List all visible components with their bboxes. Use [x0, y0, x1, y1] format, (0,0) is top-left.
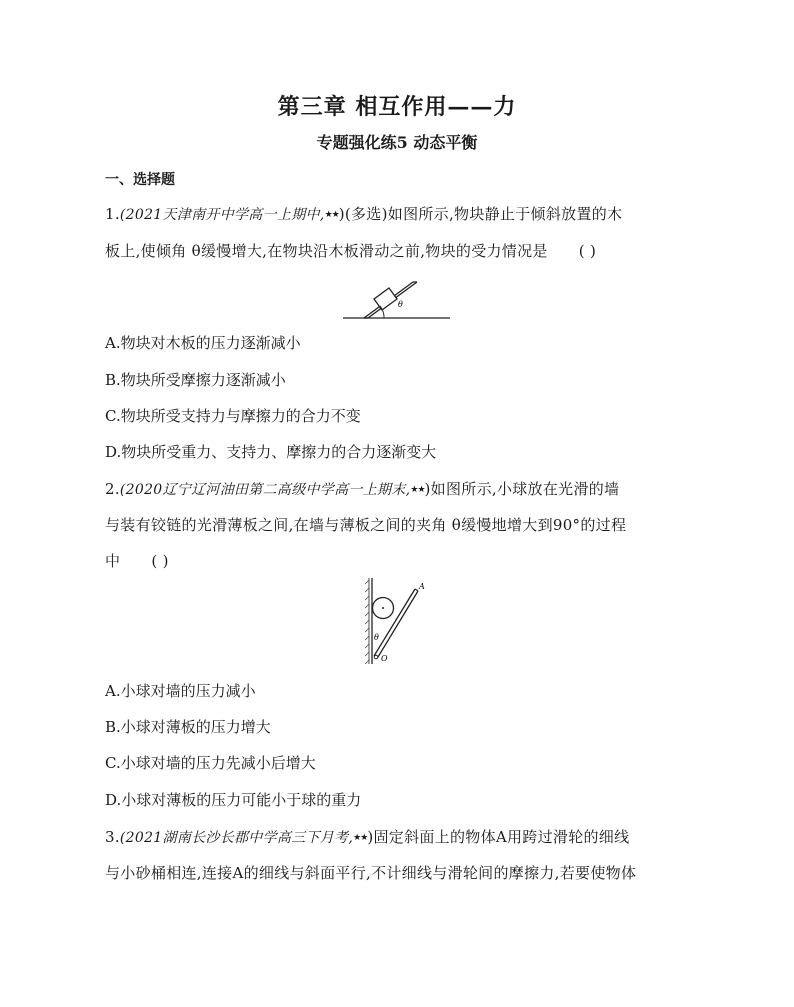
question-3-number: 3.	[105, 828, 120, 846]
question-3-text-start: 固定斜面上的物体A用跨过滑轮的细线	[373, 828, 630, 846]
question-2-option-d: D.小球对薄板的压力可能小于球的重力	[105, 791, 362, 809]
theta-label: θ	[398, 300, 403, 309]
question-1-line-1	[105, 203, 622, 224]
question-1-text-cont: 板上,使倾角 θ缓慢增大,在物块沿木板滑动之前,物块的受力情况是	[105, 242, 548, 260]
question-2-text-start: 如图所示,小球放在光滑的墙	[430, 480, 620, 498]
question-2-source: (2020辽宁辽河油田第二高级中学高一上期末,	[119, 482, 411, 498]
question-1-tag: )(多选)	[338, 205, 388, 223]
point-o-label: O	[381, 654, 388, 663]
question-2-line-1	[105, 478, 619, 499]
question-2-option-b: B.小球对薄板的压力增大	[105, 718, 271, 736]
section-heading: 一、选择题	[105, 172, 175, 188]
question-3-line-1	[105, 826, 629, 847]
question-2-number: 2.	[105, 480, 120, 498]
question-3-tag: )	[367, 828, 374, 846]
question-2-text-end: 中	[105, 552, 121, 570]
section-subtitle: 专题强化练5 动态平衡	[316, 133, 478, 152]
answer-bracket: ( )	[578, 242, 597, 260]
chapter-title: 第三章 相互作用——力	[277, 94, 517, 120]
question-1-text-start: 如图所示,物块静止于倾斜放置的木	[387, 205, 623, 223]
difficulty-stars-icon: ★★	[324, 210, 339, 220]
question-1-number: 1.	[105, 205, 120, 223]
question-2-option-c: C.小球对墙的压力先减小后增大	[105, 754, 316, 772]
question-1-line-2	[105, 240, 596, 261]
question-3-source: (2021湖南长沙长郡中学高三下月考,	[119, 830, 354, 846]
question-1-option-b: B.物块所受摩擦力逐渐减小	[105, 371, 286, 389]
question-2-line-2: 与装有铰链的光滑薄板之间,在墙与薄板之间的夹角 θ缓慢地增大到90°的过程	[105, 516, 627, 534]
question-2-line-3	[105, 550, 169, 571]
question-1-source: (2021天津南开中学高一上期中,	[119, 207, 325, 223]
question-2-option-a: A.小球对墙的压力减小	[105, 682, 256, 700]
difficulty-stars-icon: ★★	[410, 485, 425, 495]
difficulty-stars-icon: ★★	[353, 833, 368, 843]
question-3-line-2: 与小砂桶相连,连接A的细线与斜面平行,不计细线与滑轮间的摩擦力,若要使物体	[105, 864, 637, 882]
question-1-option-d: D.物块所受重力、支持力、摩擦力的合力逐渐变大	[105, 443, 437, 461]
incline-block-figure	[340, 268, 455, 324]
question-1-option-c: C.物块所受支持力与摩擦力的合力不变	[105, 407, 361, 425]
question-1-option-a: A.物块对木板的压力逐渐减小	[105, 334, 301, 352]
theta-label: θ	[374, 633, 379, 642]
ball-wall-board-figure	[362, 576, 428, 666]
question-2-tag: )	[424, 480, 431, 498]
point-a-label: A	[419, 582, 425, 591]
answer-bracket: ( )	[151, 552, 169, 570]
